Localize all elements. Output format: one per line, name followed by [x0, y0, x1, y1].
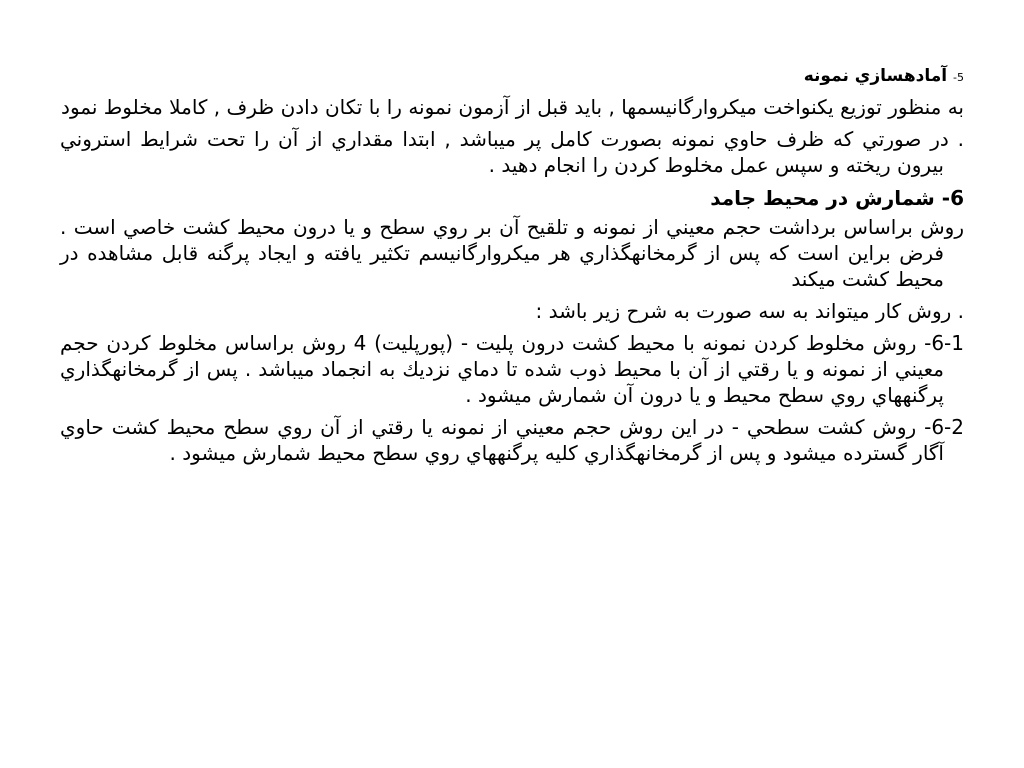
slide-content [60, 62, 964, 472]
section-5-heading [60, 62, 964, 92]
paragraph-surface-culture: 6-2- روش كشت سطحي - در اين روش حجم معيني از نمونه يا رقتي از آن روي سطح محيط كشت حاوي آگار گسترده ميشود و پس از گرمخانهگذاري كليه پرگنههاي روي سطح محيط شمارش ميشود . [60, 415, 964, 465]
paragraph-full-container: . در صورتي كه ظرف حاوي نمونه بصورت كامل پر ميباشد , ابتدا مقداري از آن را تحت شرايط استروني بيرون ريخته و سپس عمل مخلوط كردن را انجام دهيد . [60, 127, 964, 177]
section-5-number: 5- [953, 71, 964, 84]
section-5-heading-bold: نمونه [803, 66, 849, 86]
paragraph-pour-plate: 6-1- روش مخلوط كردن نمونه با محيط كشت درون پليت - (پورپليت) 4 روش براساس مخلوط كردن حجم معيني از نمونه و يا رقتي از آن با محيط ذوب شده تا دماي نزديك به انجماد ميباشد . پس از گرمخانهگذاري پرگنههاي روي سطح محيط و يا درون آن شمارش ميشود . [60, 331, 964, 407]
paragraph-method-basis: روش براساس برداشت حجم معيني از نمونه و تلقيح آن بر روي سطح و يا درون محيط كشت خاصي است . فرض براين است كه پس از گرمخانهگذاري هر ميكروارگانيسم تكثير يافته و ايجاد پرگنه قابل مشاهده در محيط كشت ميكند [60, 215, 964, 291]
paragraph-sample-mixing: به منظور توزيع يكنواخت ميكروارگانيسمها , بايد قبل از آزمون نمونه را با تكان دادن ظرف , كاملا مخلوط نمود [61, 95, 964, 119]
paragraph-method-ways: . روش كار ميتواند به سه صورت به شرح زير باشد : [535, 299, 964, 323]
section-6-heading: 6- شمارش در محيط جامد [710, 186, 964, 210]
section-5-heading-text: آمادهسازي [854, 66, 948, 86]
